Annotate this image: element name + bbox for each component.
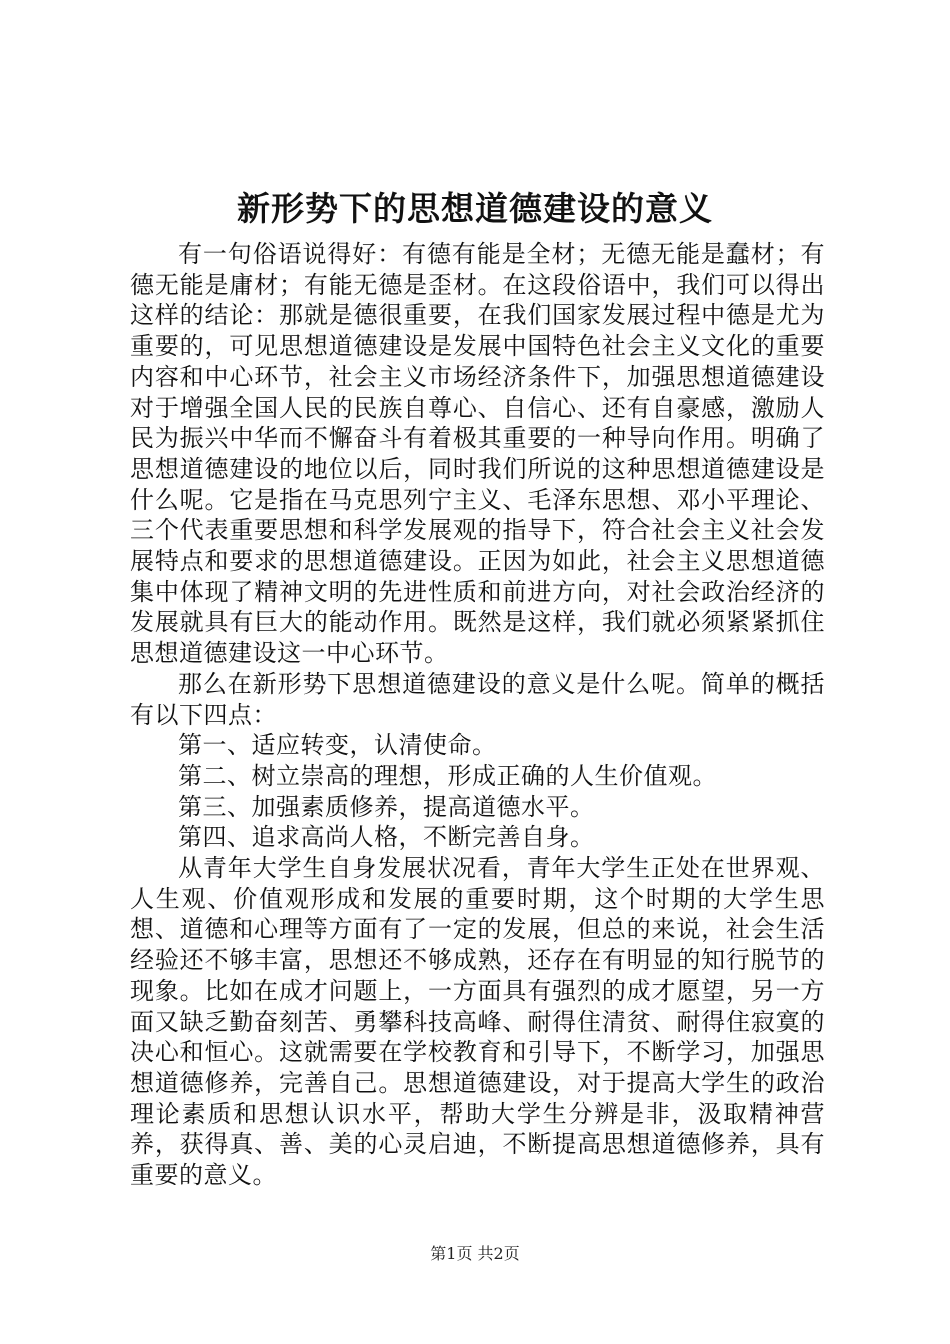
paragraph-students: 从青年大学生自身发展状况看，青年大学生正处在世界观、人生观、价值观形成和发展的重要时期，这个时期的大学生思想、道德和心理等方面有了一定的发展，但总的来说，社会生活经验还不够丰富，思想还不够成熟，还存在有明显的知行脱节的现象。比如在成才问题上，一方面具有强烈的成才愿望，另一方面又缺乏勤奋刻苦、勇攀科技高峰、耐得住清贫、耐得住寂寞的决心和恒心。这就需要在学校教育和引导下，不断学习，加强思想道德修养，完善自己。思想道德建设，对于提高大学生的政治理论素质和思想认识水平，帮助大学生分辨是非，汲取精神营养，获得真、善、美的心灵启迪，不断提高思想道德修养，具有重要的意义。	[130, 854, 825, 1190]
paragraph-intro: 有一句俗语说得好：有德有能是全材；无德无能是蠢材；有德无能是庸材；有能无德是歪材。在这段俗语中，我们可以得出这样的结论：那就是德很重要，在我们国家发展过程中德是尤为重要的，可见思想道德建设是发展中国特色社会主义文化的重要内容和中心环节，社会主义市场经济条件下，加强思想道德建设对于增强全国人民的民族自尊心、自信心、还有自豪感，激励人民为振兴中华而不懈奋斗有着极其重要的一种导向作用。明确了思想道德建设的地位以后，同时我们所说的这种思想道德建设是什么呢。它是指在马克思列宁主义、毛泽东思想、邓小平理论、三个代表重要思想和科学发展观的指导下，符合社会主义社会发展特点和要求的思想道德建设。正因为如此，社会主义思想道德集中体现了精神文明的先进性质和前进方向，对社会政治经济的发展就具有巨大的能动作用。既然是这样，我们就必须紧紧抓住思想道德建设这一中心环节。	[130, 240, 825, 668]
paragraph-question: 那么在新形势下思想道德建设的意义是什么呢。简单的概括有以下四点：	[130, 669, 825, 729]
paragraph-point-3: 第三、加强素质修养，提高道德水平。	[178, 792, 595, 821]
page-number-footer: 第1页 共2页	[430, 1244, 520, 1263]
paragraph-point-1: 第一、适应转变，认清使命。	[178, 731, 497, 760]
document-body	[130, 239, 825, 1191]
paragraph-point-2: 第二、树立崇高的理想，形成正确的人生价值观。	[178, 761, 717, 790]
paragraph-point-4: 第四、追求高尚人格，不断完善自身。	[178, 823, 595, 852]
document-title: 新形势下的思想道德建设的意义	[237, 189, 713, 228]
